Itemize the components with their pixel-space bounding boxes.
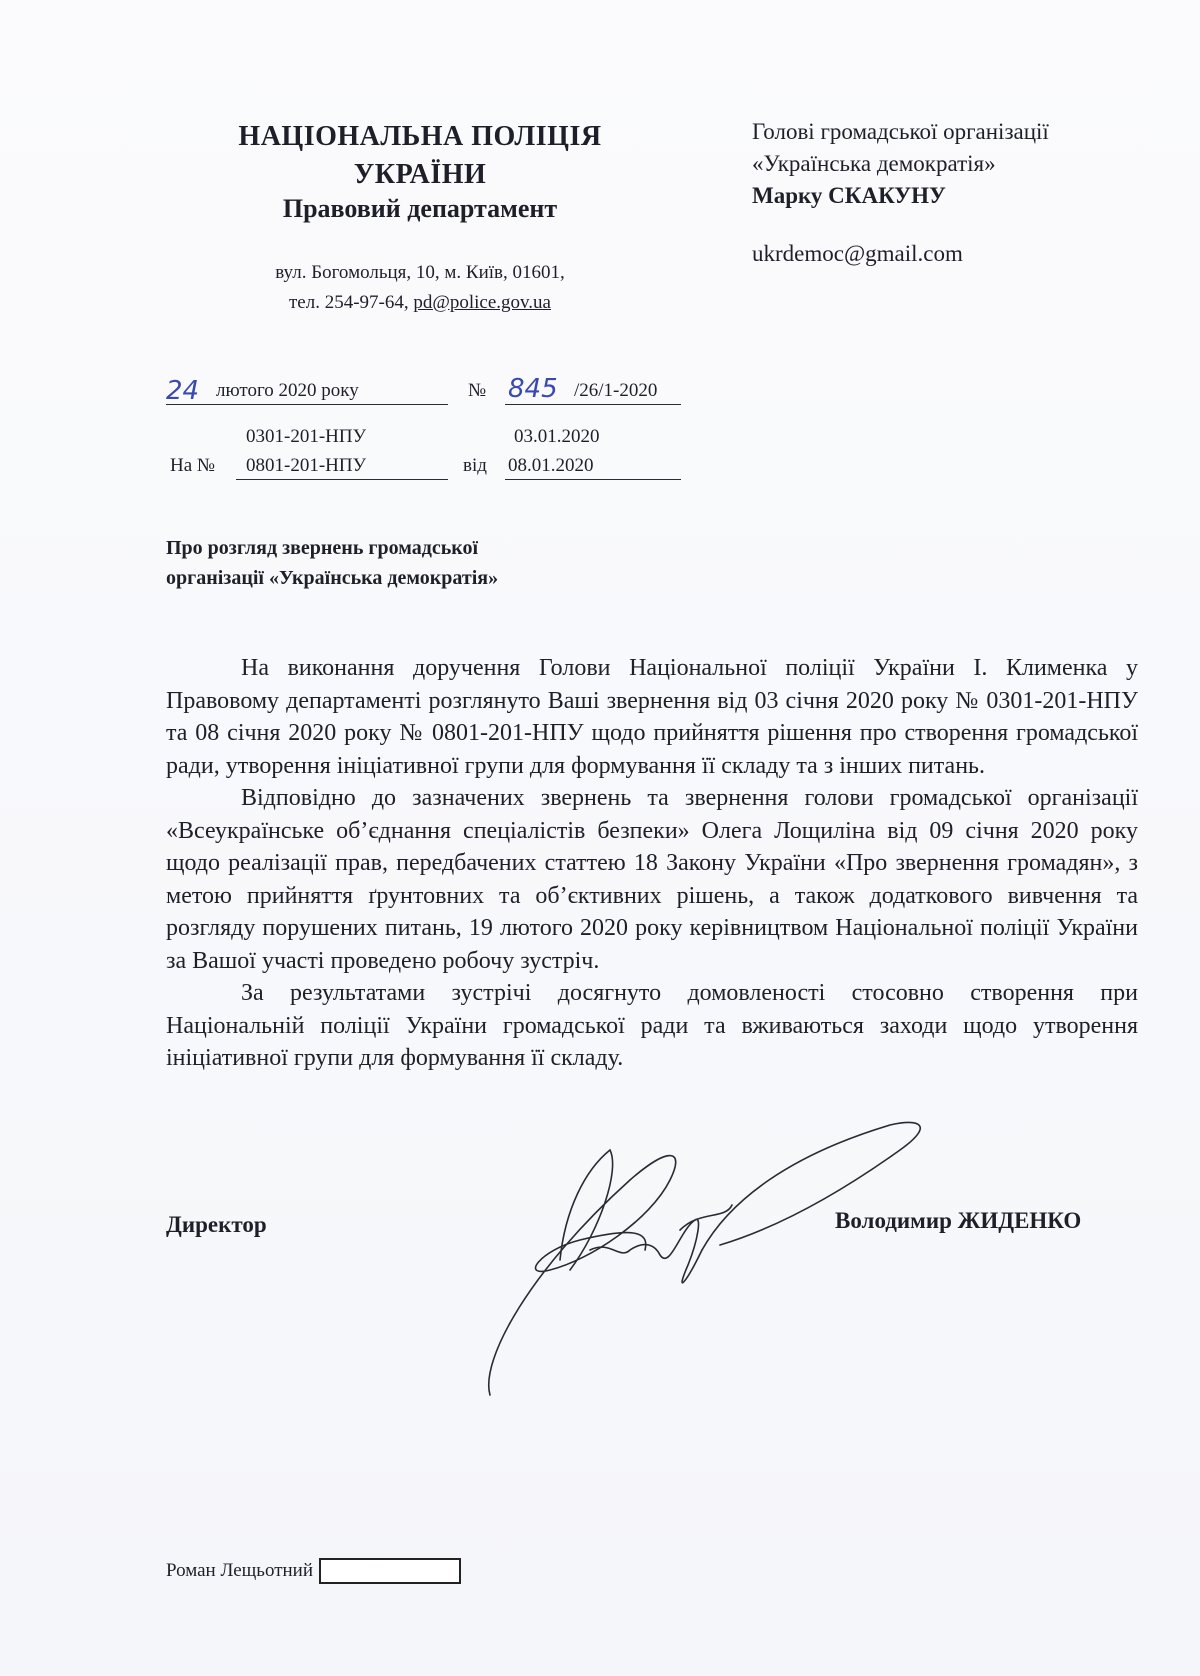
org-address: [160, 258, 680, 318]
number-label: №: [468, 380, 487, 401]
org-title-line1: НАЦІОНАЛЬНА ПОЛІЦІЯ: [238, 121, 602, 152]
ref-date-2: 08.01.2020: [508, 455, 594, 476]
contact-line: [160, 288, 680, 318]
body-paragraph: За результатами зустрічі досягнуто домовленості стосовно створення при Національній поліції України громадської ради та вживаються заходи щодо утворення ініціативної групи для формування її складу.: [166, 980, 1138, 1071]
ref-number-underline: [236, 479, 448, 480]
handwritten-signature: [470, 1110, 950, 1410]
subject-line2: організації «Українська демократія»: [166, 567, 499, 589]
recipient-email[interactable]: ukrdemoc@gmail.com: [752, 241, 963, 266]
ref-date-underline: [505, 479, 681, 480]
signer-role: Директор: [166, 1212, 267, 1237]
letter-body: [166, 652, 1138, 1075]
org-email-link[interactable]: pd@police.gov.ua: [413, 292, 551, 313]
org-title-line2: УКРАЇНИ: [353, 159, 487, 190]
number-handwritten: 845: [508, 374, 558, 404]
from-label: від: [463, 455, 487, 476]
body-paragraph: Відповідно до зазначених звернень та звернення голови громадської організації «Всеукраїнське об’єднання спеціалістів безпеки» Олега Лощиліна від 09 січня 2020 року щодо реалізації прав, передбачених статтею 18 Закону України «Про звернення громадян», з метою прийняття ґрунтовних та об’єктивних рішень, а також додаткового вивчення та розгляду порушених питань, 19 лютого 2020 року керівництвом Національної поліції України за Вашої участі проведено робочу зустріч.: [166, 785, 1138, 974]
recipient-line2: «Українська демократія»: [752, 151, 996, 176]
body-paragraph: На виконання доручення Голови Національної поліції України І. Клименка у Правовому департаменті розглянуто Ваші звернення від 03 січня 2020 року № 0301-201-НПУ та 08 січня 2020 року № 0801-201-НПУ щодо прийняття рішення про створення громадської ради, утворення ініціативної групи для формування її складу та з інших питань.: [166, 655, 1138, 779]
ref-date-1: 03.01.2020: [514, 426, 600, 447]
redacted-phone-box: [319, 1558, 461, 1584]
department-name: Правовий департамент: [282, 194, 558, 223]
ref-label: На №: [170, 455, 216, 476]
executor-name: Роман Лещьотний: [166, 1560, 314, 1581]
ref-number-2: 0801-201-НПУ: [246, 455, 367, 476]
date-day-handwritten: 24: [166, 376, 200, 406]
recipient-line1: Голові громадської організації: [752, 119, 1049, 144]
org-title: [160, 118, 680, 194]
number-suffix: /26/1-2020: [574, 380, 658, 401]
address-line: вул. Богомольця, 10, м. Київ, 01601,: [275, 262, 565, 283]
subject: [166, 533, 686, 593]
signer-name: Володимир ЖИДЕНКО: [835, 1208, 1082, 1233]
ref-number-1: 0301-201-НПУ: [246, 426, 367, 447]
phone: тел. 254-97-64,: [289, 292, 409, 313]
date-rest: лютого 2020 року: [216, 380, 359, 401]
recipient-block: [752, 116, 1172, 270]
recipient-name: Марку СКАКУНУ: [752, 183, 946, 208]
executor-line: [166, 1558, 461, 1584]
subject-line1: Про розгляд звернень громадської: [166, 537, 479, 559]
number-underline: [505, 404, 681, 405]
date-underline: [166, 404, 448, 405]
